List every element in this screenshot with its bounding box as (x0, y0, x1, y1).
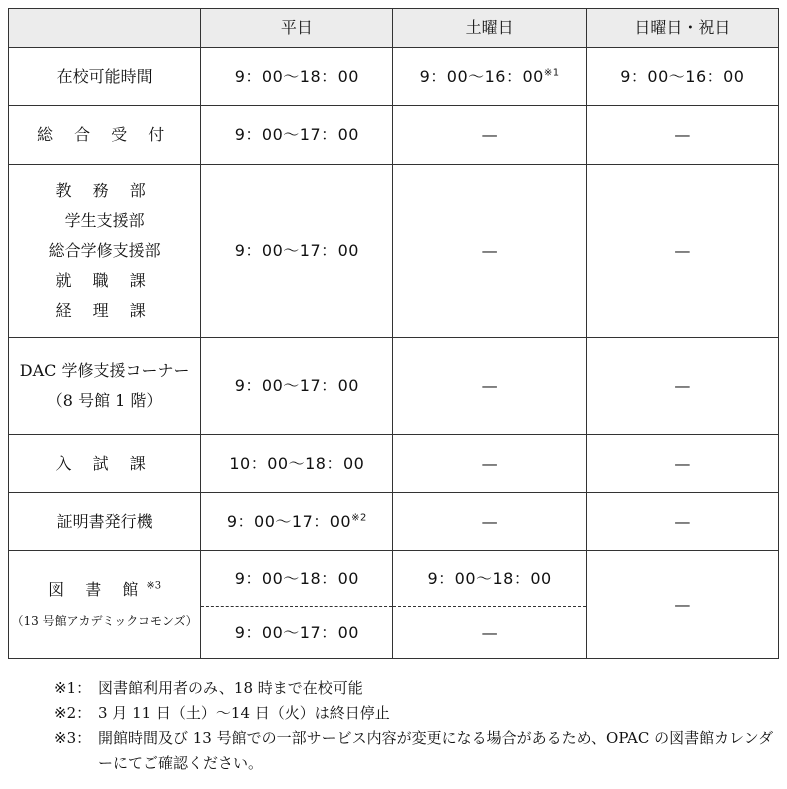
library-label: 図 書 館 (48, 580, 147, 599)
cell-sunday: — (586, 106, 778, 165)
office-label: 経 理 課 (55, 301, 154, 320)
header-saturday: 土曜日 (393, 9, 586, 48)
cell-weekday: 9：00〜18：00 (201, 48, 393, 106)
cell-weekday-top: 9：00〜18：00 (201, 551, 393, 607)
office-label: 就 職 課 (55, 271, 154, 290)
cell-saturday: — (393, 338, 586, 435)
cell-weekday: 10：00〜18：00 (201, 435, 393, 493)
row-dac (9, 338, 779, 435)
footnote-mark: ※2 (351, 512, 367, 524)
cell-saturday (393, 48, 586, 106)
footnote-text: 開館時間及び 13 号館での一部サービス内容が変更になる場合があるため、OPAC の図書館カレンダーにてご確認ください。 (98, 729, 774, 772)
cell-saturday: — (393, 435, 586, 493)
footnote-text: 3 月 11 日（土）〜14 日（火）は終日停止 (98, 704, 390, 722)
office-label: 教 務 部 (55, 181, 154, 200)
header-weekday: 平日 (201, 9, 393, 48)
header-row (9, 9, 779, 48)
cell-sunday: — (586, 165, 778, 338)
cell-sunday: 9：00〜16：00 (586, 48, 778, 106)
row-reception (9, 106, 779, 165)
cell-saturday-bottom: — (393, 607, 586, 659)
footnote-mark: ※2： (54, 704, 92, 722)
row-certificate (9, 493, 779, 551)
footnote-text: 図書館利用者のみ、18 時まで在校可能 (98, 679, 363, 697)
office-label: 学生支援部 (64, 211, 145, 230)
office-label: 総合学修支援部 (48, 241, 161, 260)
time-value: 9：00〜17：00 (226, 511, 352, 531)
row-label: 証明書発行機 (9, 493, 201, 551)
dac-label: DAC 学修支援コーナー (19, 361, 190, 380)
row-campus (9, 48, 779, 106)
cell-weekday-bottom: 9：00〜17：00 (201, 607, 393, 659)
row-library-top (9, 551, 779, 607)
cell-weekday: 9：00〜17：00 (201, 165, 393, 338)
footnotes (54, 676, 774, 776)
row-label: 総 合 受 付 (9, 106, 201, 165)
footnote-mark: ※3： (54, 729, 92, 747)
row-label: 在校可能時間 (9, 48, 201, 106)
cell-sunday: — (586, 493, 778, 551)
cell-sunday: — (586, 338, 778, 435)
time-value: 9：00〜16：00 (419, 66, 544, 86)
cell-weekday (201, 493, 393, 551)
row-label-group (9, 165, 201, 338)
header-corner (9, 9, 201, 48)
footnote-3 (54, 726, 774, 776)
cell-saturday: — (393, 106, 586, 165)
row-admissions (9, 435, 779, 493)
footnote-mark: ※1： (54, 679, 92, 697)
library-sub-label: （13 号館アカデミックコモンズ） (11, 614, 198, 628)
cell-weekday: 9：00〜17：00 (201, 106, 393, 165)
footnote-2 (54, 701, 774, 726)
header-sunday-holiday: 日曜日・祝日 (586, 9, 778, 48)
footnote-mark: ※3 (146, 580, 162, 592)
cell-sunday: — (586, 551, 778, 659)
dac-sub-label: （8 号館 1 階） (46, 391, 163, 410)
row-label: 入 試 課 (9, 435, 201, 493)
cell-saturday-top: 9：00〜18：00 (393, 551, 586, 607)
footnote-mark: ※1 (543, 67, 560, 79)
cell-weekday: 9：00〜17：00 (201, 338, 393, 435)
row-label-group (9, 551, 201, 659)
cell-saturday: — (393, 493, 586, 551)
hours-table (8, 8, 779, 659)
footnote-1 (54, 676, 774, 701)
cell-saturday: — (393, 165, 586, 338)
cell-sunday: — (586, 435, 778, 493)
row-label-group (9, 338, 201, 435)
row-offices (9, 165, 779, 338)
